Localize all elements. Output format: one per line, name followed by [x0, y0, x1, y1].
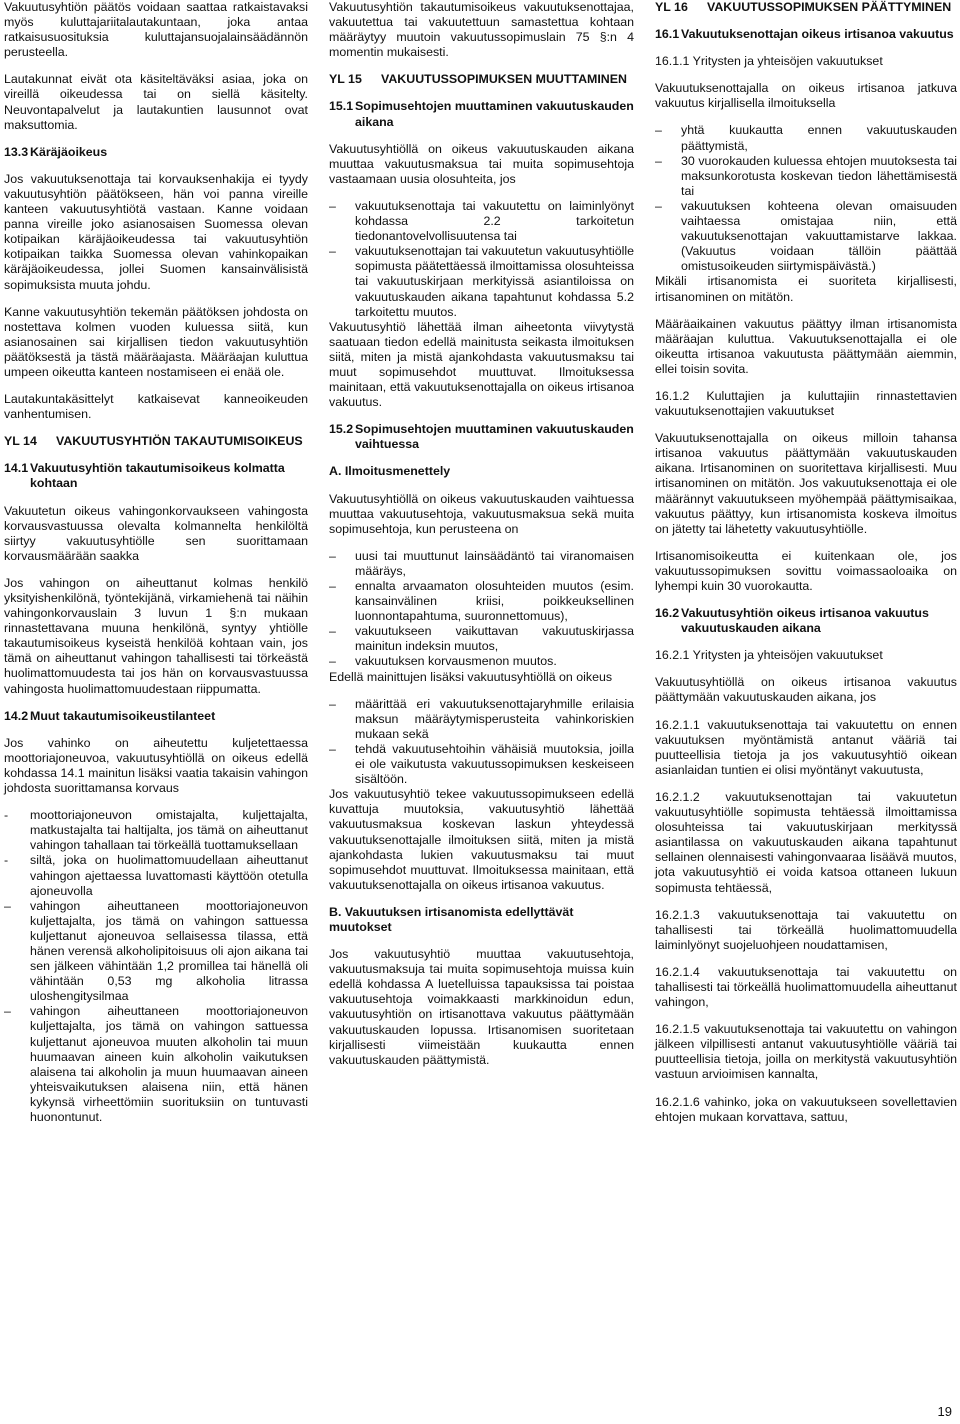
list-item: [329, 697, 634, 742]
section-heading: [4, 709, 308, 724]
section-heading: [655, 27, 957, 42]
list-item: [655, 199, 957, 274]
list-item-text: tehdä vakuutusehtoihin vähäisiä muutoksia, joilla ei ole vaikutusta vakuutussopimuksen keskeiseen sisältöön.: [355, 741, 634, 787]
list-marker: –: [329, 696, 336, 711]
section-number: 15.1: [329, 99, 354, 114]
paragraph: Vakuutusyhtiöllä on oikeus irtisanoa vakuutus päättymään vakuutuskauden aikana, jos: [655, 675, 957, 705]
text-column-middle: [329, 0, 634, 1080]
paragraph: Määräaikainen vakuutus päättyy ilman irtisanomista määräajan kuluttua. Vakuutuksenottajalla ei ole oikeutta irtisanoa vakuutusta päättymään aiemmin, ellei toisin sovita.: [655, 316, 957, 376]
paragraph: Lautakuntakäsittelyt katkaisevat kanneoikeuden vanhentumisen.: [4, 392, 308, 422]
list-item: [329, 549, 634, 579]
list-item-text: vahingon aiheuttaneen moottoriajoneuvon kuljettajalta, jos tämä on vahingon sattuessa kuljettanut ajoneuvoa muuten alkoholin tai muun huumaavan aineen kuin alkoholin vaikutuksen alaisena tai alkoholin ja muun huumaavan aineen yhteisvaikutuksen alaisena niin, että hänen kykynsä virheettömiin suorituksiin on tuntuvasti huonontunut.: [30, 1004, 308, 1124]
list-marker: -: [4, 853, 9, 868]
list-item: [329, 579, 634, 624]
paragraph: Kanne vakuutusyhtiön tekemän päätöksen johdosta on nostettava kolmen vuoden kuluessa siitä, kun asianosainen sai kirjallisen tiedon vakuutusyhtiön päätöksestä ja tästä määräajasta. Määräajan kuluttua umpeen oikeutta kanteen nostamiseen ei enää ole.: [4, 304, 308, 379]
section-number: 15.2: [329, 422, 354, 437]
section-number: 14.2: [4, 708, 29, 723]
bullet-list: [329, 697, 634, 788]
subsection-heading: B. Vakuutuksen irtisanomista edellyttävät muutokset: [329, 904, 574, 934]
list-item: [4, 853, 308, 898]
section-title: Käräjäoikeus: [30, 144, 108, 159]
page-number: 19: [937, 1404, 952, 1419]
paragraph: Vakuutusyhtiön päätös voidaan saattaa ratkaistavaksi myös kuluttajariitalautakuntaan, joka antaa ratkaisusuosituksia kuluttajansuojalainsäädännön perusteella.: [4, 0, 308, 60]
paragraph: Vakuutuksenottajalla on oikeus irtisanoa jatkuva vakuutus kirjallisella ilmoituksella: [655, 81, 957, 111]
section-heading: [329, 99, 634, 129]
list-item: [329, 624, 634, 654]
paragraph: Irtisanomisoikeutta ei kuitenkaan ole, jos vakuutussopimuksen sovittu voimassaoloaika on lyhempi kuin 30 vuorokautta.: [655, 548, 957, 593]
paragraph: Jos vakuutuksenottaja tai korvauksenhakija ei tyydy vakuutusyhtiön päätökseen, hän voi panna vireille kanteen vakuutusyhtiötä vastaan. Kanne voidaan panna vireille joko asianosaisen Suomessa olevan kotipaikan käräjäoikeudessa tai vakuutusyhtiön kotipaikan taikka Suomessa olevan vahinkopaikan käräjäoikeudessa, jollei Suomen kansainvälisistä sopimuksista muuta johdu.: [4, 171, 308, 292]
list-marker: –: [329, 654, 336, 669]
section-title: Sopimusehtojen muuttaminen vakuutuskauden aikana: [355, 99, 634, 129]
section-title: Vakuutuksenottajan oikeus irtisanoa vakuutus: [681, 27, 954, 42]
section-title: Muut takautumisoikeustilanteet: [30, 708, 216, 723]
paragraph: 16.2.1.1 vakuutuksenottaja tai vakuutettu on ennen vakuutuksen myöntämistä antanut vääriä tai puutteellisia tietoja ja jos vakuutusyhtiö oikean asianlaidan tuntien ei olisi myöntänyt vakuutusta,: [655, 717, 957, 777]
section-heading: [4, 461, 308, 491]
paragraph: Jos vahingon on aiheuttanut kolmas henkilö yksityishenkilönä, työntekijänä, virkamiehenä tai näihin vahingonkorvauslain 3 luvun 1 §:n mukaan rinnastettavana muuna henkilönä, syntyy yhtiölle takautumisoikeus kyseistä henkilöä kohtaan vain, jos tämä on aiheuttanut vahingon tahallisesti tai törkeästä huolimattomuudesta tai jos hän on korvausvastuussa vahingosta huolimattomuudestaan riippumatta.: [4, 575, 308, 696]
paragraph: Lautakunnat eivät ota käsiteltäväksi asiaa, joka on vireillä oikeudessa tai on siellä käsitelty. Neuvontapalvelut ja lautakuntien lausunnot ovat maksuttomia.: [4, 72, 308, 132]
paragraph: 16.2.1.2 vakuutuksenottajan tai vakuutetun vakuutusyhtiölle sopimusta tehtäessä ilmoittamissa olosuhteissa tai vakuutuskirjaan merkityssä asiantilassa on vakuutuskauden aikana tapahtunut sellainen olennaisesti vahingonvaaraa lisäävä muutos, jota vakuutusyhtiö ei voida katsoa ottaneen lukuun sopimusta tehtäessä,: [655, 789, 957, 895]
paragraph: 16.2.1 Yritysten ja yhteisöjen vakuutukset: [655, 648, 883, 663]
section-title: Vakuutusyhtiön oikeus irtisanoa vakuutus vakuutuskauden aikana: [681, 606, 929, 636]
section-title: VAKUUTUSYHTIÖN TAKAUTUMISOIKEUS: [56, 434, 303, 449]
list-marker: –: [329, 741, 336, 756]
list-item-text: vakuutuksenottaja tai vakuutettu on laiminlyönyt kohdassa 2.2 tarkoitetun tiedonantovelvollisuutensa tai: [355, 198, 634, 244]
section-title: VAKUUTUSSOPIMUKSEN MUUTTAMINEN: [381, 72, 627, 87]
list-item-text: siltä, joka on huolimattomuudellaan aiheuttanut vahingon ajettaessa luvattomasti käyttöön otetulla ajoneuvolla: [30, 853, 308, 898]
list-marker: –: [329, 579, 336, 593]
section-number: 16.2: [655, 606, 680, 621]
list-item-text: määrittää eri vakuutuksenottajaryhmille erilaisia maksun määräytymisperusteita vahinkoriskien mukaan sekä: [355, 696, 634, 741]
section-heading: [655, 0, 957, 15]
list-marker: –: [329, 244, 336, 259]
paragraph: 16.1.2 Kuluttajien ja kuluttajiin rinnastettavien vakuutuksenottajien vakuutukset: [655, 388, 957, 419]
paragraph: Jos vakuutusyhtiö tekee vakuutussopimukseen edellä kuvattuja muutoksia, vakuutusyhtiö lähettää vakuutusmaksua koskevan laskun yhteydessä vakuutuksenottajalle ilmoituksen siitä, miten ja mistä ajankohdasta lukien vakuutusmaksu tai muut sopimusehdot muuttuvat. Ilmoituksessa mainitaan, että vakuutuksenottajalla on oikeus irtisanoa vakuutus.: [329, 787, 634, 892]
paragraph: Jos vakuutusyhtiö muuttaa vakuutusehtoja, vakuutusmaksuja tai muita sopimusehtoja muissa kuin edellä kohdassa A luetelluissa tapauksissa tai poistaa vakuutusehtoja voimakkaasti markkinoidun edun, vakuutusyhtiön on irtisanottava vakuutus päättymään vakuutuskauden lopussa. Irtisanomisen suoritetaan kirjallisesti viimeistään kuukautta ennen vakuutuskauden päättymistä.: [329, 947, 634, 1067]
list-item: [329, 199, 634, 244]
list-marker: –: [655, 153, 662, 168]
section-title: VAKUUTUSSOPIMUKSEN PÄÄTTYMINEN: [707, 0, 952, 14]
section-number: YL 16: [655, 0, 688, 14]
list-item-text: moottoriajoneuvon omistajalta, kuljettajalta, matkustajalta tai haltijalta, jos tämä on aiheuttanut vahingon tahallaan tai törkeällä tuottamuksellaan: [30, 808, 308, 853]
text-column-left: [4, 0, 308, 1125]
list-item: [4, 808, 308, 853]
list-marker: -: [4, 808, 9, 823]
list-marker: –: [4, 1004, 11, 1019]
list-item-text: vakuutuksen korvausmenon muutos.: [355, 654, 557, 669]
section-heading: [329, 72, 634, 87]
bullet-list: [4, 808, 308, 1125]
list-marker: –: [329, 198, 336, 213]
section-heading: [329, 422, 634, 452]
list-item: [4, 1004, 308, 1125]
list-item-text: vahingon aiheuttaneen moottoriajoneuvon kuljettajalta, jos tämä on vahingon sattuessa kuljettanut ajoneuvoa sellaisessa tilassa, että hänen verensä alkoholipitoisuus oli ajon aikana tai sen jälkeen vähintään 1,2 promillea tai hänellä oli vähintään 0,53 mg alkoholia litrassa uloshengitysilmaa: [30, 898, 308, 1004]
bullet-list: [329, 549, 634, 670]
paragraph: 16.2.1.6 vahinko, joka on vakuutukseen sovellettavien ehtojen mukaan korvattava, sattuu,: [655, 1094, 957, 1124]
paragraph: Vakuutuksenottajalla on oikeus milloin tahansa irtisanoa vakuutus päättymään vakuutuskauden aikana. Irtisanominen on suoritettava kirjallisesti. Muu irtisanominen on mitätön. Jos vakuutuksenottaja ei ole määrännyt vakuutukseen myöhempää päättymisaikaa, vakuutus päättyy, kun irtisanomista koskeva ilmoitus on jätetty tai lähetetty vakuutusyhtiölle.: [655, 431, 957, 536]
list-item-text: vakuutuksen kohteena olevan omaisuuden vaihtaessa omistajaa niin, että vakuutuksenottajan vakuuttamistarve lakkaa. (Vakuutus voidaan tällöin päättää omistusoikeuden siirtymispäivästä.): [681, 198, 957, 274]
paragraph: Vakuutusyhtiö lähettää ilman aiheetonta viivytystä saatuaan tiedon edellä mainitusta seikasta ilmoituksen siitä, miten ja mistä ajankohdasta vakuutusmaksu tai muut sopimusehdot muuttuvat. Ilmoituksessa mainitaan, että vakuutuksenottajalla on oikeus irtisanoa vakuutus.: [329, 319, 634, 410]
list-marker: –: [329, 624, 336, 639]
bullet-list: [655, 123, 957, 274]
section-heading: [4, 145, 308, 160]
paragraph: Vakuutusyhtiöllä on oikeus vakuutuskauden aikana muuttaa vakuutusmaksua tai muita sopimusehtoja vastaamaan uusia olosuhteita, jos: [329, 141, 634, 186]
section-number: YL 15: [329, 72, 362, 87]
list-item: [329, 742, 634, 787]
section-heading: [4, 434, 308, 449]
paragraph: 16.2.1.4 vakuutuksenottaja tai vakuutettu on tahallisesti tai törkeällä huolimattomuudella aiheuttanut vahingon,: [655, 964, 957, 1010]
section-heading: [655, 606, 957, 636]
paragraph: Vakuutusyhtiöllä on oikeus vakuutuskauden vaihtuessa muuttaa vakuutusehtoja, vakuutusmaksua sekä muita sopimusehtoja, kun perusteena on: [329, 491, 634, 536]
list-item: [329, 244, 634, 319]
paragraph: 16.2.1.3 vakuutuksenottaja tai vakuutettu on tahallisesti tai törkeällä huolimattomuudella laiminlyönyt suojeluohjeen noudattamisen,: [655, 907, 957, 952]
list-item-text: 30 vuorokauden kuluessa ehtojen muutoksesta tai maksunkorotusta koskevan tiedon lähettämisestä tai: [681, 153, 957, 198]
paragraph: 16.1.1 Yritysten ja yhteisöjen vakuutukset: [655, 54, 883, 69]
list-item-text: vakuutuksenottajan tai vakuutetun vakuutusyhtiölle sopimusta päätettäessä ilmoittamissa olosuhteissa tai vakuutuskirjaan merkityissä asiantiloissa on vakuutuskauden aikana tapahtunut kohdassa 5.2 tarkoitettu muutos.: [355, 244, 634, 319]
bullet-list: [329, 199, 634, 320]
list-item: [329, 654, 634, 669]
paragraph: 16.2.1.5 vakuutuksenottaja tai vakuutettu on vahingon jälkeen vilpillisesti antanut vakuutusyhtiölle vääriä tai puutteellisia tietoja, joilla on merkitystä vakuutusyhtiön vastuun arvioimisen kannalta,: [655, 1022, 957, 1082]
list-item-text: vakuutukseen vaikuttavan vakuutuskirjassa mainitun indeksin muutos,: [355, 624, 634, 654]
list-item: [4, 899, 308, 1005]
paragraph: Mikäli irtisanomista ei suoriteta kirjallisesti, irtisanominen on mitätön.: [655, 274, 957, 304]
list-item: [655, 123, 957, 153]
section-title: Vakuutusyhtiön takautumisoikeus kolmatta kohtaan: [30, 461, 285, 491]
list-item-text: uusi tai muuttunut lainsäädäntö tai viranomaisen määräys,: [355, 548, 634, 578]
list-marker: –: [655, 123, 662, 138]
paragraph: Vakuutusyhtiön takautumisoikeus vakuutuksenottajaa, vakuutettua tai vakuutettuun samastettua kohtaan määräytyy muutoin vakuutussopimuslain 75 §:n 4 momentin mukaisesti.: [329, 0, 634, 60]
text-column-right: [655, 0, 957, 1137]
section-number: 13.3: [4, 144, 29, 159]
list-item-text: yhtä kuukautta ennen vakuutuskauden päättymistä,: [681, 123, 957, 153]
section-number: YL 14: [4, 434, 37, 449]
list-item: [655, 154, 957, 199]
list-item-text: ennalta arvaamaton olosuhteiden muutos (esim. kansainvälinen kriisi, poikkeuksellinen luonnontapahtuma, suuronnettomuus),: [355, 579, 634, 624]
list-marker: –: [329, 548, 336, 563]
section-number: 14.1: [4, 461, 29, 476]
paragraph: Jos vahinko on aiheutettu kuljetettaessa moottoriajoneuvoa, vakuutusyhtiöllä on oikeus edellä kohdassa 14.1 mainitun lisäksi vaatia takaisin vahingon johdosta suorittamansa korvaus: [4, 735, 308, 796]
list-marker: –: [655, 198, 662, 213]
list-marker: –: [4, 898, 11, 913]
section-title: Sopimusehtojen muuttaminen vakuutuskauden vaihtuessa: [355, 422, 634, 452]
subsection-heading: A. Ilmoitusmenettely: [329, 464, 451, 479]
section-number: 16.1: [655, 27, 680, 42]
paragraph: Edellä mainittujen lisäksi vakuutusyhtiöllä on oikeus: [329, 669, 613, 684]
paragraph: Vakuutetun oikeus vahingonkorvaukseen vahingosta korvausvastuussa olevalta kolmannelta henkilöltä siirtyy vakuutusyhtiölle sen suorittamaan korvausmäärään saakka: [4, 503, 308, 563]
